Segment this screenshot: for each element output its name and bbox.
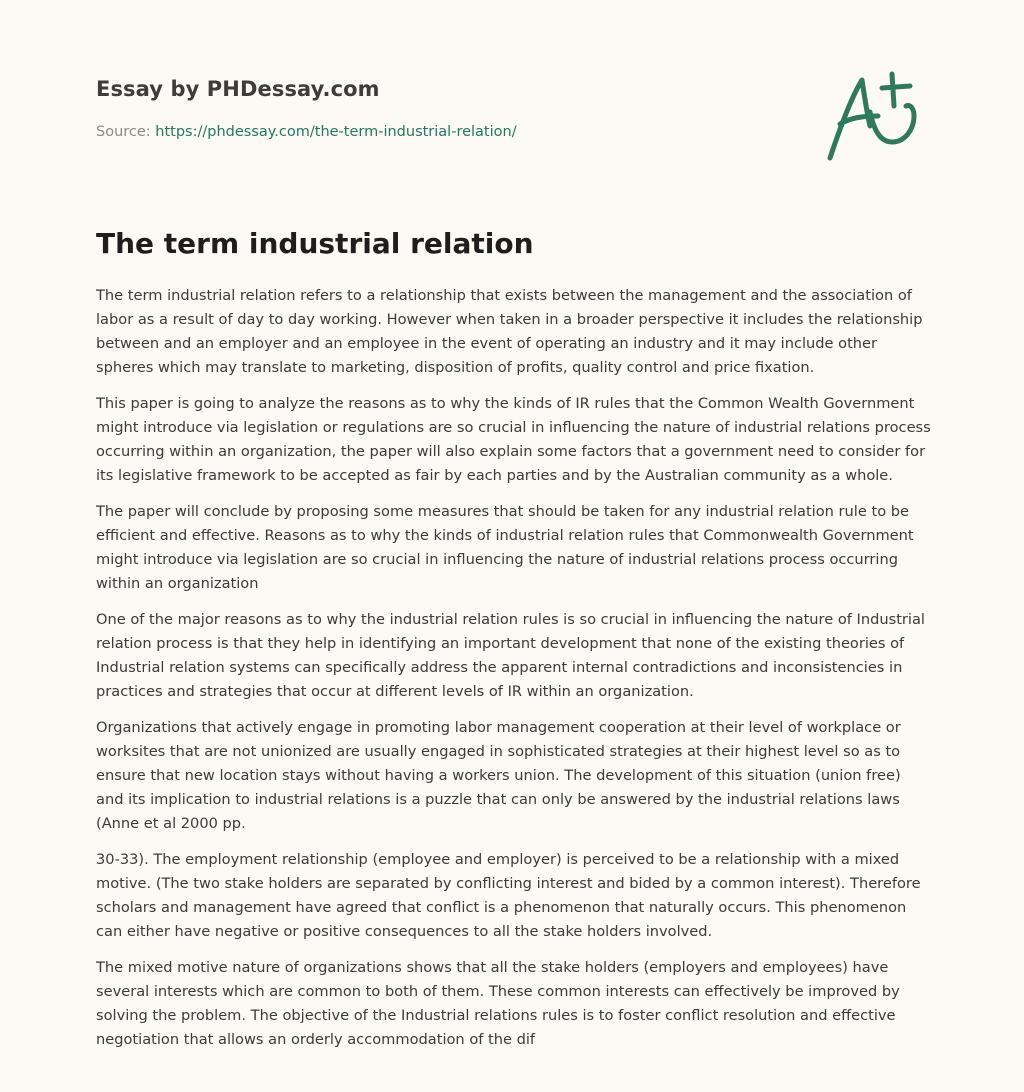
- article-body: [96, 284, 932, 1064]
- a-plus-grade-icon: [818, 66, 930, 166]
- article-paragraph: The mixed motive nature of organizations shows that all the stake holders (employers and employees) have several interests which are common to both of them. These common interests can effectively be improved by solving the problem. The objective of the Industrial relations rules is to foster conflict resolution and effective negotiation that allows an orderly accommodation of the dif: [96, 959, 900, 1048]
- article-paragraph: One of the major reasons as to why the industrial relation rules is so crucial in influencing the nature of Industrial relation process is that they help in identifying an important development that none of the existing theories of Industrial relation systems can specifically address the apparent internal contradictions and inconsistencies in practices and strategies that occur at different levels of IR within an organization.: [96, 611, 925, 700]
- article-paragraph: The term industrial relation refers to a relationship that exists between the management and the association of labor as a result of day to day working. However when taken in a broader perspective it includes the relationship between and an employer and an employee in the event of operating an industry and it may include other spheres which may translate to marketing, disposition of profits, quality control and price fixation.: [96, 287, 923, 376]
- article-paragraph: This paper is going to analyze the reasons as to why the kinds of IR rules that the Common Wealth Government might introduce via legislation or regulations are so crucial in influencing the nature of industrial relations process occurring within an organization, the paper will also explain some factors that a government need to consider for its legislative framework to be accepted as fair by each parties and by the Australian community as a whole.: [96, 395, 931, 484]
- article-paragraph: 30-33). The employment relationship (employee and employer) is perceived to be a relationship with a mixed motive. (The two stake holders are separated by conflicting interest and bided by a common interest). Therefore scholars and management have agreed that conflict is a phenomenon that naturally occurs. This phenomenon can either have negative or positive consequences to all the stake holders involved.: [96, 851, 921, 940]
- page-header: [96, 74, 796, 142]
- article-paragraph: The paper will conclude by proposing some measures that should be taken for any industrial relation rule to be efficient and effective. Reasons as to why the kinds of industrial relation rules that Commonwealth Government might introduce via legislation are so crucial in influencing the nature of industrial relations process occurring within an organization: [96, 503, 914, 592]
- source-label: Source:: [96, 124, 151, 140]
- source-line: [96, 122, 796, 142]
- source-link[interactable]: https://phdessay.com/the-term-industrial-relation/: [155, 124, 517, 140]
- site-brand: Essay by PHDessay.com: [96, 77, 380, 101]
- article-title: The term industrial relation: [96, 227, 534, 260]
- article-paragraph: Organizations that actively engage in promoting labor management cooperation at their level of workplace or worksites that are not unionized are usually engaged in sophisticated strategies at their highest level so as to ensure that new location stays without having a workers union. The development of this situation (union free) and its implication to industrial relations is a puzzle that can only be answered by the industrial relations laws (Anne et al 2000 pp.: [96, 719, 901, 832]
